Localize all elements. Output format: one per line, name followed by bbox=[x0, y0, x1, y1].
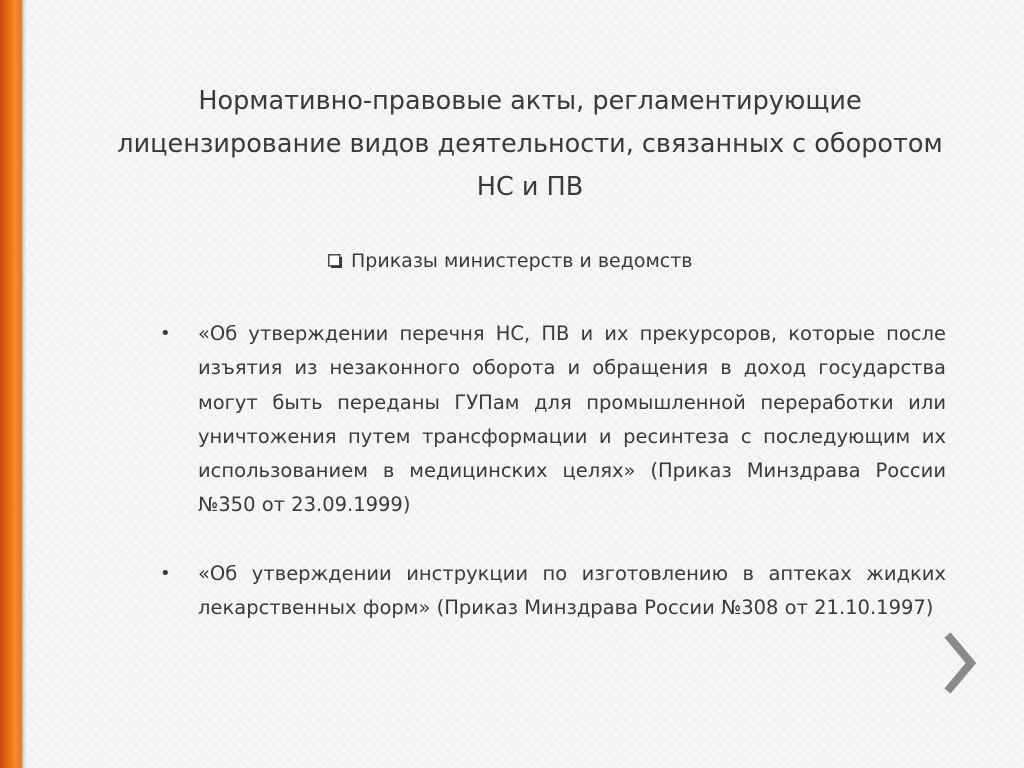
list-item-text: «Об утверждении инструкции по изготовлению в аптеках жидких лекарственных форм» (Приказ Минздрава России №308 от 21.10.1997) bbox=[198, 561, 946, 620]
list-item-text: «Об утверждении перечня НС, ПВ и их прекурсоров, которые после изъятия из незаконного оборота и обращения в доход государства могут быть переданы ГУПам для промышленной переработки или уничтожения путем трансформации и ресинтеза с последующим их использованием в медицинских целях» (Приказ Минздрава России №350 от 23.09.1999) bbox=[198, 322, 946, 517]
bullet-marker: • bbox=[160, 323, 171, 344]
list-item bbox=[158, 317, 946, 523]
accent-bar bbox=[0, 0, 22, 768]
checkbox-icon bbox=[328, 254, 343, 269]
list-item bbox=[158, 557, 946, 626]
next-slide-button[interactable] bbox=[944, 632, 978, 694]
bullet-marker: • bbox=[160, 562, 171, 584]
subheading-text: Приказы министерств и ведомств bbox=[351, 250, 693, 272]
accent-bar-shadow bbox=[22, 0, 26, 768]
slide-title: Нормативно-правовые акты, регламентирующие лицензирование видов деятельности, связанных с оборотом НС и ПВ bbox=[117, 86, 943, 202]
chevron-right-icon bbox=[944, 632, 978, 694]
bullet-list bbox=[158, 317, 946, 625]
subheading bbox=[328, 246, 693, 276]
